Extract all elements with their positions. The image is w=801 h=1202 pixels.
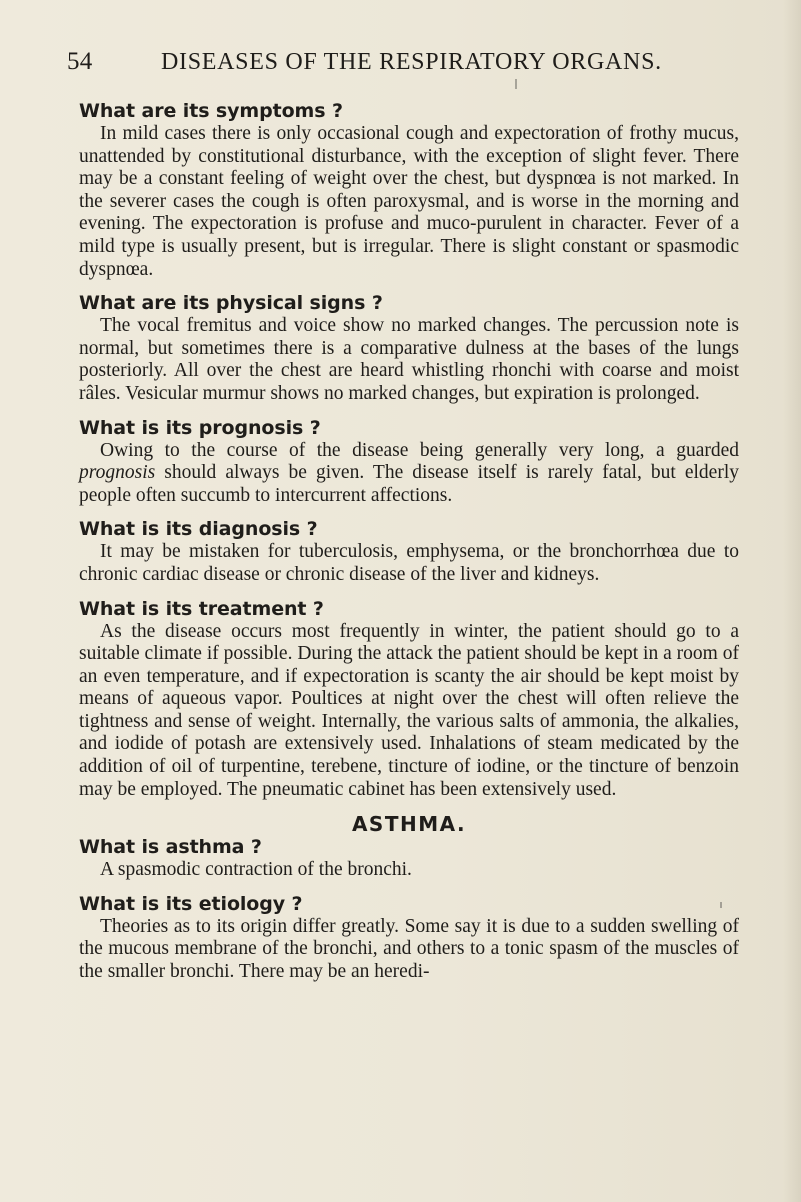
answer-paragraph: It may be mistaken for tuberculosis, emphysema, or the bronchorrhœa due to chronic cardiac disease or chronic disease of the liver and kidneys.	[79, 541, 739, 585]
page-content	[79, 100, 739, 995]
question-heading: What is its treatment ?	[79, 597, 324, 620]
symptoms-section	[79, 100, 739, 281]
ink-mark	[515, 79, 517, 89]
asthma-definition-section	[79, 836, 739, 882]
treatment-section	[79, 598, 739, 802]
physical-signs-section	[79, 292, 739, 405]
question-heading: What is its etiology ?	[79, 892, 303, 915]
page-header	[67, 48, 727, 78]
answer-paragraph: The vocal fremitus and voice show no marked changes. The percussion note is normal, but sometimes there is a comparative dulness at the bases of the lungs posteriorly. All over the chest are heard whistling rhonchi with coarse and moist râles. Vesicular murmur shows no marked changes, but expiration is prolonged.	[79, 315, 739, 404]
page-edge-shadow	[783, 0, 801, 1202]
answer-paragraph: Theories as to its origin differ greatly. Some say it is due to a sudden swelling of the mucous membrane of the bronchi, and others to a tonic spasm of the muscles of the smaller bronchi. There may be an heredi-	[79, 915, 739, 983]
answer-paragraph: In mild cases there is only occasional cough and expectoration of frothy mucus, unattended by constitutional disturbance, with the exception of slight fever. There may be a constant feeling of weight over the chest, but dyspnœa is not marked. In the severer cases the cough is often paroxysmal, and is worse in the morning and evening. The expectoration is profuse and muco-purulent in character. Fever of a mild type is usually present, but is irregular. There is slight constant or spasmodic dyspnœa.	[79, 123, 739, 280]
diagnosis-section	[79, 518, 739, 586]
question-heading: What are its physical signs ?	[79, 292, 383, 315]
italic-term: prognosis	[79, 462, 156, 484]
question-heading: What is its diagnosis ?	[79, 518, 318, 541]
page-number: 54	[67, 48, 93, 75]
section-title: ASTHMA.	[351, 812, 467, 837]
running-head: DISEASES OF THE RESPIRATORY ORGANS.	[161, 49, 662, 75]
answer-text: Owing to the course of the disease being generally very long, a guarded	[100, 439, 739, 461]
answer-text: should always be given. The disease itself is rarely fatal, but elderly people often succumb to intercurrent affections.	[79, 462, 739, 506]
answer-paragraph	[79, 440, 739, 508]
prognosis-section	[79, 417, 739, 508]
answer-paragraph: A spasmodic contraction of the bronchi.	[100, 859, 412, 881]
question-heading: What are its symptoms ?	[79, 100, 343, 122]
question-heading: What is its prognosis ?	[79, 416, 321, 439]
asthma-etiology-section	[79, 893, 739, 984]
question-heading: What is asthma ?	[79, 836, 262, 859]
answer-paragraph: As the disease occurs most frequently in winter, the patient should go to a suitable climate if possible. During the attack the patient should be kept in a room of an even temperature, and if expectoration is scanty the air should be kept moist by means of aqueous vapor. Poultices at night over the chest will often relieve the tightness and sense of weight. Internally, the various salts of ammonia, the alkalies, and iodide of potash are extensively used. Inhalations of steam medicated by the addition of oil of turpentine, terebene, tincture of iodine, or the tincture of benzoin may be employed. The pneumatic cabinet has been extensively used.	[79, 620, 739, 800]
